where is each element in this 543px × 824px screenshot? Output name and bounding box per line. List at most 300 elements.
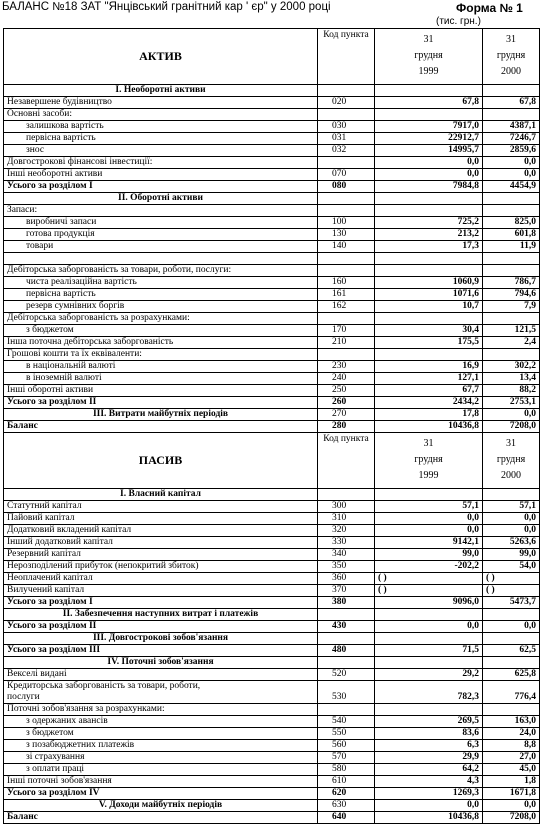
row-code (318, 193, 375, 205)
row-code: 330 (318, 537, 375, 549)
table-row (4, 157, 540, 169)
row-label: виробничі запаси (4, 217, 318, 229)
value-1999: 10,7 (375, 301, 483, 313)
value-2000: 57,1 (483, 501, 540, 513)
table-row (4, 385, 540, 397)
value-1999: 4,3 (375, 776, 483, 788)
form-number: Форма № 1 (456, 1, 523, 15)
value-1999: 67,8 (375, 97, 483, 109)
value-2000: 27,0 (483, 752, 540, 764)
value-2000: 7246,7 (483, 133, 540, 145)
value-1999: 9096,0 (375, 597, 483, 609)
value-2000: 121,5 (483, 325, 540, 337)
value-1999: 14995,7 (375, 145, 483, 157)
table-row (4, 373, 540, 385)
table-row (4, 645, 540, 657)
table-row (4, 752, 540, 764)
value-1999: 725,2 (375, 217, 483, 229)
aktiv-code-header: Код пункта (318, 29, 375, 85)
row-code: 160 (318, 277, 375, 289)
value-1999 (375, 657, 483, 669)
value-2000 (483, 489, 540, 501)
table-row (4, 313, 540, 325)
table-row (4, 301, 540, 313)
section-title: II. Забезпечення наступних витрат і платежів (4, 609, 318, 621)
value-2000: 5473,7 (483, 597, 540, 609)
section-title: V. Доходи майбутніх періодів (4, 800, 318, 812)
row-code (318, 313, 375, 325)
value-2000: 99,0 (483, 549, 540, 561)
section-row (4, 609, 540, 621)
table-row (4, 561, 540, 573)
row-label: Пайовий капітал (4, 513, 318, 525)
row-label: Основні засоби: (4, 109, 318, 121)
value-2000: 794,6 (483, 289, 540, 301)
table-row (4, 525, 540, 537)
row-code (318, 265, 375, 277)
table-row (4, 421, 540, 433)
blank-cell (483, 253, 540, 265)
table-row (4, 337, 540, 349)
row-code: 530 (318, 681, 375, 704)
value-2000: 11,9 (483, 241, 540, 253)
row-code: 620 (318, 788, 375, 800)
row-label: Дебіторська заборгованість за розрахунками: (4, 313, 318, 325)
value-1999 (375, 313, 483, 325)
row-label: Інші оборотні активи (4, 385, 318, 397)
row-label: залишкова вартість (4, 121, 318, 133)
value-2000 (483, 609, 540, 621)
row-label: в національній валюті (4, 361, 318, 373)
row-label: Довгострокові фінансові інвестиції: (4, 157, 318, 169)
value-1999: 1071,6 (375, 289, 483, 301)
value-2000: 776,4 (483, 681, 540, 704)
date-day: 31 (423, 34, 434, 45)
row-code: 340 (318, 549, 375, 561)
value-2000 (483, 349, 540, 361)
section-title: IV. Поточні зобов'язання (4, 657, 318, 669)
section-title: III. Довгострокові зобов'язання (4, 633, 318, 645)
value-2000: 24,0 (483, 728, 540, 740)
value-1999: 175,5 (375, 337, 483, 349)
row-code: 320 (318, 525, 375, 537)
value-2000: 7208,0 (483, 421, 540, 433)
value-1999: -202,2 (375, 561, 483, 573)
value-2000 (483, 265, 540, 277)
value-2000: 302,2 (483, 361, 540, 373)
row-code: 350 (318, 561, 375, 573)
value-1999: 6,3 (375, 740, 483, 752)
row-label: Вилучений капітал (4, 585, 318, 597)
aktiv-date-2000 (483, 29, 540, 85)
row-label: Інші поточні зобов'язання (4, 776, 318, 788)
row-code (318, 109, 375, 121)
value-1999: 57,1 (375, 501, 483, 513)
table-row (4, 397, 540, 409)
value-2000: 825,0 (483, 217, 540, 229)
table-row (4, 549, 540, 561)
row-label: знос (4, 145, 318, 157)
row-label: Усього за розділом I (4, 597, 318, 609)
value-1999: 1269,3 (375, 788, 483, 800)
value-1999: 0,0 (375, 525, 483, 537)
value-2000: 0,0 (483, 525, 540, 537)
value-1999 (375, 193, 483, 205)
units-note: (тис. грн.) (436, 16, 481, 27)
table-row (4, 501, 540, 513)
row-label: Інший додатковий капітал (4, 537, 318, 549)
table-row (4, 740, 540, 752)
row-label: первісна вартість (4, 133, 318, 145)
date-month: грудня (414, 50, 443, 61)
blank-cell (318, 253, 375, 265)
value-2000: 8,8 (483, 740, 540, 752)
row-code: 170 (318, 325, 375, 337)
section-title: I. Власний капітал (4, 489, 318, 501)
aktiv-section (4, 29, 540, 433)
row-code: 380 (318, 597, 375, 609)
section-row (4, 800, 540, 812)
value-1999: 64,2 (375, 764, 483, 776)
value-1999: 67,7 (375, 385, 483, 397)
row-code: 560 (318, 740, 375, 752)
row-label: Інша поточна дебіторська заборгованість (4, 337, 318, 349)
value-2000: 2753,1 (483, 397, 540, 409)
row-code: 020 (318, 97, 375, 109)
row-label: Незавершене будівництво (4, 97, 318, 109)
table-row (4, 181, 540, 193)
value-2000: 5263,6 (483, 537, 540, 549)
table-row (4, 361, 540, 373)
value-2000: 601,8 (483, 229, 540, 241)
section-row (4, 633, 540, 645)
date-year: 2000 (501, 470, 522, 481)
value-2000: 625,8 (483, 669, 540, 681)
section-title: I. Необоротні активи (4, 85, 318, 97)
value-1999: 2434,2 (375, 397, 483, 409)
table-row (4, 669, 540, 681)
value-2000 (483, 633, 540, 645)
row-code: 032 (318, 145, 375, 157)
table-row (4, 573, 540, 585)
row-label: товари (4, 241, 318, 253)
table-row (4, 133, 540, 145)
row-code (318, 657, 375, 669)
row-code: 570 (318, 752, 375, 764)
value-1999 (375, 349, 483, 361)
table-row (4, 621, 540, 633)
row-label: Усього за розділом II (4, 621, 318, 633)
value-2000 (483, 657, 540, 669)
value-2000 (483, 109, 540, 121)
row-code: 260 (318, 397, 375, 409)
row-code (318, 489, 375, 501)
value-1999: 30,4 (375, 325, 483, 337)
value-1999: 17,8 (375, 409, 483, 421)
table-row (4, 121, 540, 133)
value-1999 (375, 704, 483, 716)
value-2000 (483, 313, 540, 325)
value-2000: 1,8 (483, 776, 540, 788)
row-label (4, 681, 318, 704)
value-1999: 17,3 (375, 241, 483, 253)
row-label: з бюджетом (4, 325, 318, 337)
row-label: з позабюджетних платежів (4, 740, 318, 752)
value-2000: 0,0 (483, 800, 540, 812)
row-code: 240 (318, 373, 375, 385)
value-1999: 99,0 (375, 549, 483, 561)
value-2000: 786,7 (483, 277, 540, 289)
table-row (4, 597, 540, 609)
row-label-line: Кредиторська заборгованість за товари, роботи, (7, 681, 201, 691)
value-1999: 127,1 (375, 373, 483, 385)
table-row (4, 585, 540, 597)
section-row (4, 489, 540, 501)
value-2000: 54,0 (483, 561, 540, 573)
table-row (4, 704, 540, 716)
row-code: 430 (318, 621, 375, 633)
row-label: Усього за розділом I (4, 181, 318, 193)
row-code: 370 (318, 585, 375, 597)
row-code: 630 (318, 800, 375, 812)
row-label: Статутний капітал (4, 501, 318, 513)
row-label: Неоплачений капітал (4, 573, 318, 585)
value-2000: 62,5 (483, 645, 540, 657)
table-row (4, 325, 540, 337)
row-label: Усього за розділом IV (4, 788, 318, 800)
pasyv-code-header: Код пункта (318, 433, 375, 489)
row-code: 210 (318, 337, 375, 349)
value-1999: 0,0 (375, 169, 483, 181)
row-code: 550 (318, 728, 375, 740)
row-code: 610 (318, 776, 375, 788)
value-1999 (375, 265, 483, 277)
row-label: Запаси: (4, 205, 318, 217)
row-label: Усього за розділом III (4, 645, 318, 657)
value-1999 (375, 109, 483, 121)
row-code: 280 (318, 421, 375, 433)
table-row (4, 241, 540, 253)
section-title: III. Витрати майбутніх періодів (4, 409, 318, 421)
aktiv-title: АКТИВ (4, 29, 318, 85)
value-2000: 4387,1 (483, 121, 540, 133)
row-code: 520 (318, 669, 375, 681)
table-row (4, 145, 540, 157)
value-2000: 0,0 (483, 169, 540, 181)
value-1999: ( ) (375, 573, 483, 585)
value-1999 (375, 609, 483, 621)
row-label: зі страхування (4, 752, 318, 764)
value-2000: 88,2 (483, 385, 540, 397)
table-row (4, 537, 540, 549)
table-row (4, 169, 540, 181)
table-row (4, 776, 540, 788)
row-label: Поточні зобов'язання за розрахунками: (4, 704, 318, 716)
table-row (4, 289, 540, 301)
balance-table (3, 28, 540, 824)
row-label: з бюджетом (4, 728, 318, 740)
row-code: 030 (318, 121, 375, 133)
aktiv-date-1999 (375, 29, 483, 85)
pasyv-date-1999 (375, 433, 483, 489)
row-code (318, 205, 375, 217)
value-1999: 0,0 (375, 800, 483, 812)
row-code: 070 (318, 169, 375, 181)
value-1999: 7917,0 (375, 121, 483, 133)
blank-cell (4, 253, 318, 265)
row-code: 270 (318, 409, 375, 421)
row-label-line: послуги (7, 692, 40, 702)
blank-cell (375, 253, 483, 265)
table-row (4, 277, 540, 289)
date-month: грудня (496, 50, 526, 61)
value-1999: 9142,1 (375, 537, 483, 549)
value-1999: 0,0 (375, 513, 483, 525)
table-row (4, 788, 540, 800)
row-label: в іноземній валюті (4, 373, 318, 385)
value-2000: 1671,8 (483, 788, 540, 800)
value-2000: 2859,6 (483, 145, 540, 157)
row-code (318, 157, 375, 169)
row-code (318, 349, 375, 361)
row-label: первісна вартість (4, 289, 318, 301)
row-code (318, 609, 375, 621)
value-2000: 2,4 (483, 337, 540, 349)
row-label: з одержаних авансів (4, 716, 318, 728)
row-label: Інші необоротні активи (4, 169, 318, 181)
row-label: Резервний капітал (4, 549, 318, 561)
section-row (4, 409, 540, 421)
value-2000 (483, 193, 540, 205)
date-day: 31 (423, 438, 434, 449)
date-month: грудня (496, 454, 526, 465)
row-code: 162 (318, 301, 375, 313)
row-code: 540 (318, 716, 375, 728)
table-row (4, 716, 540, 728)
row-label: Баланс (4, 421, 318, 433)
pasyv-date-2000 (483, 433, 540, 489)
row-code: 031 (318, 133, 375, 145)
value-2000: 45,0 (483, 764, 540, 776)
section-row (4, 85, 540, 97)
document-title: БАЛАНС №18 ЗАТ "Янцівський гранітний кар ' єр" у 2000 році (2, 1, 331, 13)
row-code (318, 85, 375, 97)
row-label: Додатковий вкладений капітал (4, 525, 318, 537)
row-code: 080 (318, 181, 375, 193)
value-1999: 16,9 (375, 361, 483, 373)
table-row (4, 681, 540, 704)
table-row (4, 812, 540, 824)
row-label: Нерозподілений прибуток (непокритий збиток) (4, 561, 318, 573)
value-1999: 71,5 (375, 645, 483, 657)
value-2000 (483, 205, 540, 217)
row-code: 130 (318, 229, 375, 241)
value-1999: 1060,9 (375, 277, 483, 289)
row-code: 640 (318, 812, 375, 824)
blank-row (4, 253, 540, 265)
row-code (318, 704, 375, 716)
table-row (4, 265, 540, 277)
value-2000: 4454,9 (483, 181, 540, 193)
row-code: 580 (318, 764, 375, 776)
row-code: 480 (318, 645, 375, 657)
value-1999: 10436,8 (375, 812, 483, 824)
row-code: 140 (318, 241, 375, 253)
row-code: 161 (318, 289, 375, 301)
table-row (4, 229, 540, 241)
value-1999: 83,6 (375, 728, 483, 740)
value-1999 (375, 85, 483, 97)
value-1999: ( ) (375, 585, 483, 597)
section-row (4, 657, 540, 669)
table-row (4, 764, 540, 776)
value-1999: 269,5 (375, 716, 483, 728)
section-row (4, 193, 540, 205)
value-1999: 29,2 (375, 669, 483, 681)
row-label: чиста реалізаційна вартість (4, 277, 318, 289)
pasyv-section (4, 433, 540, 824)
row-label: готова продукція (4, 229, 318, 241)
value-2000: 0,0 (483, 621, 540, 633)
value-1999: 213,2 (375, 229, 483, 241)
date-month: грудня (414, 454, 443, 465)
row-label: Дебіторська заборгованість за товари, роботи, послуги: (4, 265, 318, 277)
row-label: з оплати праці (4, 764, 318, 776)
value-2000 (483, 704, 540, 716)
document-header (0, 0, 543, 30)
value-2000: 7,9 (483, 301, 540, 313)
value-2000: 13,4 (483, 373, 540, 385)
date-year: 1999 (418, 66, 439, 77)
table-row (4, 349, 540, 361)
row-label: резерв сумнівних боргів (4, 301, 318, 313)
table-row (4, 728, 540, 740)
value-2000 (483, 85, 540, 97)
date-year: 2000 (501, 66, 522, 77)
row-code: 230 (318, 361, 375, 373)
row-code: 250 (318, 385, 375, 397)
table-row (4, 109, 540, 121)
row-code: 100 (318, 217, 375, 229)
row-code: 360 (318, 573, 375, 585)
value-1999 (375, 205, 483, 217)
table-row (4, 217, 540, 229)
date-day: 31 (506, 34, 517, 45)
value-2000: 7208,0 (483, 812, 540, 824)
table-row (4, 513, 540, 525)
value-2000: ( ) (483, 573, 540, 585)
value-2000: 163,0 (483, 716, 540, 728)
value-1999: 782,3 (375, 681, 483, 704)
value-2000: 0,0 (483, 409, 540, 421)
row-code: 300 (318, 501, 375, 513)
value-1999: 7984,8 (375, 181, 483, 193)
value-2000: 0,0 (483, 513, 540, 525)
table-row (4, 97, 540, 109)
value-1999: 22912,7 (375, 133, 483, 145)
value-2000: 67,8 (483, 97, 540, 109)
value-2000: 0,0 (483, 157, 540, 169)
row-label: Усього за розділом II (4, 397, 318, 409)
date-year: 1999 (418, 470, 439, 481)
pasyv-title: ПАСИВ (4, 433, 318, 489)
value-1999: 0,0 (375, 621, 483, 633)
value-1999: 0,0 (375, 157, 483, 169)
value-1999: 10436,8 (375, 421, 483, 433)
table-row (4, 205, 540, 217)
row-code: 310 (318, 513, 375, 525)
value-1999 (375, 489, 483, 501)
